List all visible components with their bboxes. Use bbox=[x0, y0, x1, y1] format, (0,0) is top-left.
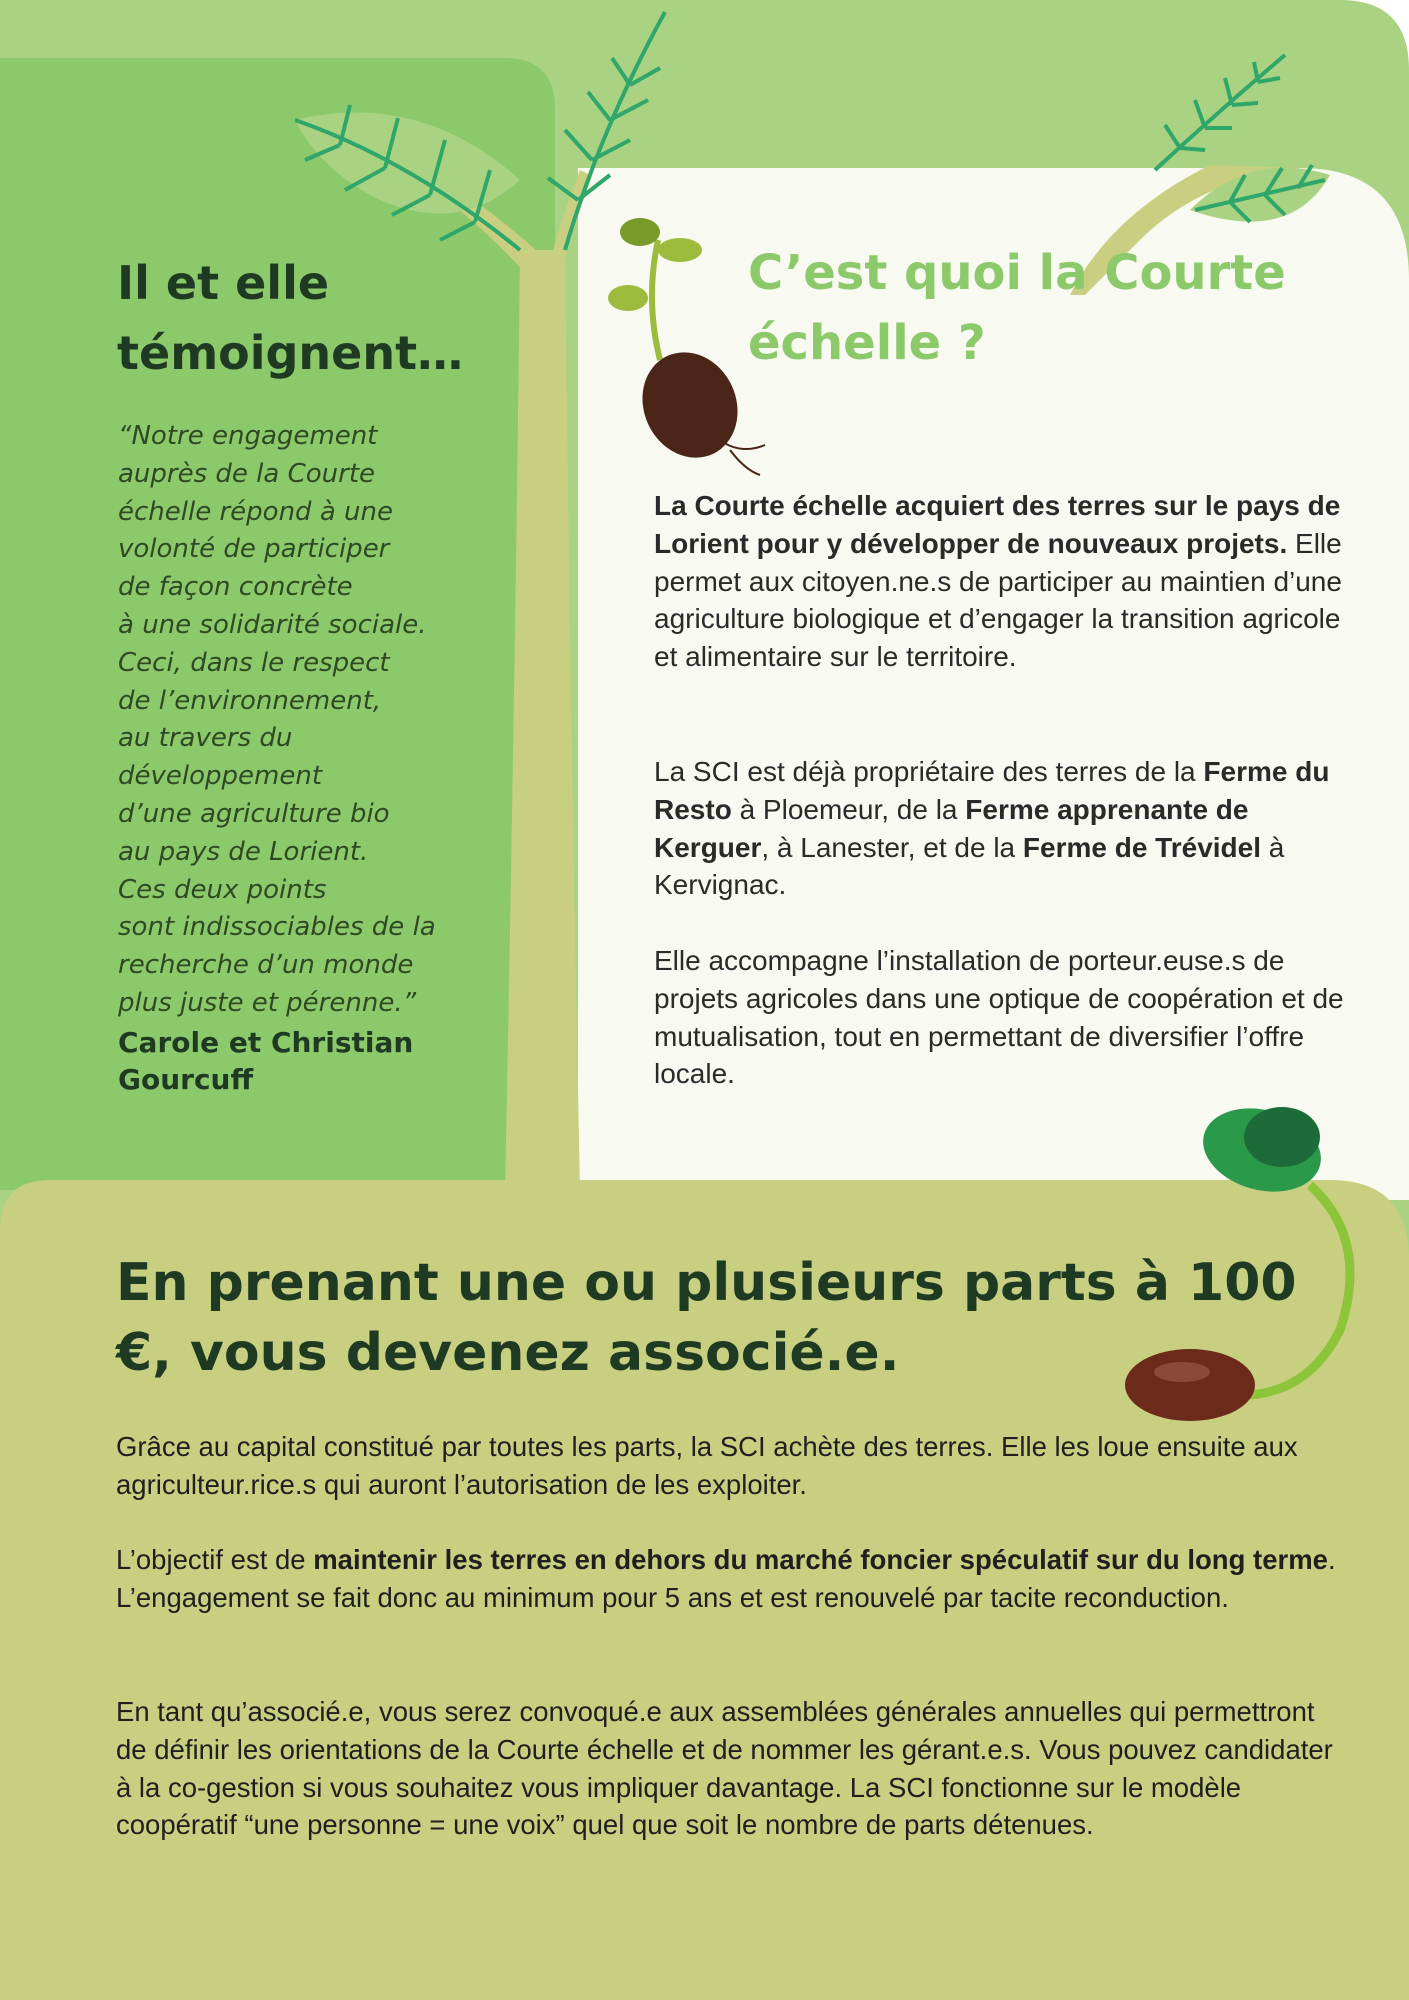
intro-p1-bold: La Courte échelle acquiert des terres sur le pays de Lorient pour y développer de nouveaux projets. bbox=[654, 490, 1341, 559]
intro-paragraph-2 bbox=[654, 753, 1354, 904]
testimony-quote: “Notre engagement auprès de la Courte échelle répond à une volonté de participer de façon concrète à une solidarité sociale. Ceci, dans le respect de l’environnement, au travers du développement d’une agriculture bio au pays de Lorient. Ces deux points sont indissociables de la recherche d’un monde plus juste et pérenne.” bbox=[118, 421, 436, 1018]
farm-kerguer: Ferme apprenante de Kerguer bbox=[654, 793, 1249, 863]
bottom-sprout-leaf-2 bbox=[1244, 1107, 1320, 1167]
shares-paragraph-3: En tant qu’associé.e, vous serez convoqué.e aux assemblées générales annuelles qui permettront de définir les orientations de la Courte échelle et de nommer les gérant.e.s. Vous pouvez candidater à la co-gestion si vous souhaitez vous impliquer davantage. La SCI fonctionne sur le modèle coopératif “une personne = une voix” quel que soit le nombre de parts détenues. bbox=[116, 1696, 1333, 1841]
shares-paragraph-1: Grâce au capital constitué par toutes les parts, la SCI achète des terres. Elle les loue ensuite aux agriculteur.rice.s qui auront l’autorisation de les exploiter. bbox=[116, 1431, 1298, 1500]
sprout-leaf-1 bbox=[620, 218, 660, 246]
intro-p2-text-1: La SCI est déjà propriétaire des terres de la bbox=[654, 756, 1204, 787]
shares-p2-text-1: L’objectif est de bbox=[116, 1544, 314, 1575]
testimony-title: Il et elle témoignent… bbox=[117, 256, 464, 380]
sprout-leaf-2 bbox=[658, 238, 702, 262]
farm-resto: Ferme du Resto bbox=[654, 756, 1330, 825]
shares-p2-text-2: . L’engagement se fait donc au minimum pour 5 ans et est renouvelé par tacite reconduction. bbox=[116, 1544, 1336, 1613]
farm-trevidel: Ferme de Trévidel bbox=[1022, 831, 1261, 863]
intro-p2-text-4: à Kervignac. bbox=[654, 831, 1285, 901]
intro-p1-text: Elle permet aux citoyen.ne.s de participer au maintien d’une agriculture biologique et d’engager la transition agricole et alimentaire sur le territoire. bbox=[654, 527, 1342, 673]
shares-paragraph-2 bbox=[116, 1541, 1346, 1617]
shares-p2-bold: maintenir les terres en dehors du marché foncier spéculatif sur du long terme bbox=[313, 1544, 1328, 1575]
intro-p2-text-3: , à Lanester, et de la bbox=[761, 831, 1023, 863]
intro-paragraph-3: Elle accompagne l’installation de porteur.euse.s de projets agricoles dans une optique de coopération et de mutualisation, tout en permettant de diversifier l’offre locale. bbox=[654, 945, 1344, 1090]
intro-title: C’est quoi la Courte échelle ? bbox=[748, 245, 1286, 371]
shares-title: En prenant une ou plusieurs parts à 100 €, vous devenez associé.e. bbox=[116, 1253, 1297, 1383]
intro-p2-text-2: à Ploemeur, de la bbox=[731, 793, 966, 825]
sprout-leaf-3 bbox=[608, 285, 648, 311]
testimony-author: Carole et Christian Gourcuff bbox=[118, 1026, 414, 1096]
intro-paragraph-1 bbox=[654, 487, 1354, 676]
